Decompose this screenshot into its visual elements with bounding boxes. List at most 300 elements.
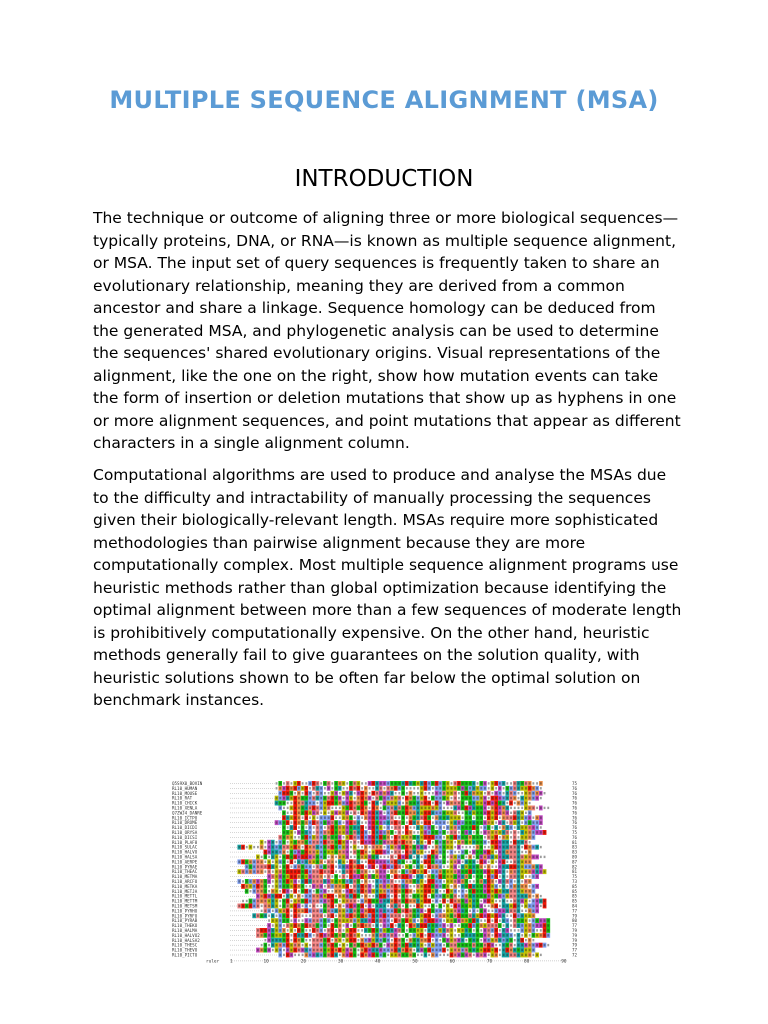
residue-letter: [253, 861, 255, 863]
residue-letter: [413, 875, 415, 877]
residue-letter: [406, 817, 408, 819]
residue-letter: [294, 885, 296, 887]
residue-letter: [331, 812, 333, 814]
residue-letter: [436, 792, 438, 794]
residue-letter: [398, 861, 400, 863]
residue-letter: [287, 895, 289, 897]
residue-letter: [305, 782, 307, 784]
residue-letter: [298, 905, 300, 907]
residue-letter: [365, 870, 367, 872]
residue-letter: [503, 929, 505, 931]
residue-letter: [473, 934, 475, 936]
residue-letter: [387, 812, 389, 814]
residue-letter: [521, 826, 523, 828]
residue-letter: [421, 875, 423, 877]
residue-letter: [317, 797, 319, 799]
residue-letter: [495, 900, 497, 902]
residue-letter: [506, 900, 508, 902]
residue-letter: [387, 817, 389, 819]
residue-letter: [320, 934, 322, 936]
residue-letter: [443, 919, 445, 921]
residue-letter: [402, 866, 404, 868]
residue-letter: [290, 875, 292, 877]
residue-letter: [477, 797, 479, 799]
residue-letter: [462, 812, 464, 814]
residue-letter: [473, 836, 475, 838]
residue-letter: [514, 812, 516, 814]
residue-letter: [451, 915, 453, 917]
sequence-end-position: 77: [572, 908, 578, 914]
alignment-row: [172, 894, 578, 899]
residue-letter: [313, 812, 315, 814]
residue-letter: [503, 802, 505, 804]
residue-letter: [499, 915, 501, 917]
residue-letter: [328, 870, 330, 872]
residue-letter: [514, 807, 516, 809]
residue-letter: [462, 919, 464, 921]
residue-letter: [398, 929, 400, 931]
residue-letter: [462, 797, 464, 799]
residue-letter: [458, 792, 460, 794]
residue-letter: [339, 836, 341, 838]
residue-letter: [518, 851, 520, 853]
residue-letter: [488, 851, 490, 853]
residue-letter: [514, 792, 516, 794]
residue-letter: [331, 924, 333, 926]
residue-letter: [290, 939, 292, 941]
residue-letter: [276, 915, 278, 917]
residue-letter: [432, 846, 434, 848]
residue-letter: [536, 782, 538, 784]
residue-letter: [361, 861, 363, 863]
residue-letter: [283, 924, 285, 926]
residue-letter: [480, 782, 482, 784]
residue-letter: [335, 851, 337, 853]
residue-letter: [454, 915, 456, 917]
residue-letter: [335, 802, 337, 804]
residue-letter: [357, 817, 359, 819]
residue-letter: [287, 792, 289, 794]
residue-letter: [465, 802, 467, 804]
residue-letter: [395, 924, 397, 926]
residue-letter: [357, 826, 359, 828]
residue-letter: [432, 797, 434, 799]
residue-letter: [480, 817, 482, 819]
residue-letter: [335, 836, 337, 838]
residue-letter: [320, 885, 322, 887]
residue-letter: [246, 900, 248, 902]
residue-letter: [380, 910, 382, 912]
residue-letter: [454, 817, 456, 819]
residue-letter: [384, 875, 386, 877]
residue-letter: [462, 821, 464, 823]
residue-letter: [264, 929, 266, 931]
residue-letter: [462, 910, 464, 912]
residue-letter: [313, 782, 315, 784]
residue-letter: [268, 880, 270, 882]
residue-letter: [324, 880, 326, 882]
residue-letter: [454, 792, 456, 794]
residue-letter: [436, 919, 438, 921]
residue-letter: [525, 787, 527, 789]
residue-letter: [436, 782, 438, 784]
residue-letter: [439, 866, 441, 868]
residue-letter: [250, 900, 252, 902]
residue-letter: [477, 924, 479, 926]
residue-letter: [264, 880, 266, 882]
residue-letter: [480, 797, 482, 799]
residue-letter: [313, 841, 315, 843]
residue-letter: [328, 797, 330, 799]
residue-letter: [376, 792, 378, 794]
residue-letter: [518, 802, 520, 804]
residue-letter: [432, 807, 434, 809]
residue-letter: [343, 782, 345, 784]
residue-letter: [518, 924, 520, 926]
residue-letter: [328, 875, 330, 877]
residue-letter: [432, 890, 434, 892]
residue-letter: [317, 939, 319, 941]
residue-letter: [413, 870, 415, 872]
residue-letter: [317, 821, 319, 823]
residue-letter: [290, 856, 292, 858]
residue-letter: [439, 875, 441, 877]
residue-letter: [488, 861, 490, 863]
residue-letter: [443, 812, 445, 814]
residue-letter: [257, 880, 259, 882]
residue-letter: [398, 875, 400, 877]
residue-letter: [324, 915, 326, 917]
residue-letter: [350, 890, 352, 892]
residue-letter: [339, 802, 341, 804]
residue-letter: [372, 915, 374, 917]
residue-letter: [544, 792, 546, 794]
residue-letter: [313, 846, 315, 848]
residue-letter: [421, 880, 423, 882]
residue-letter: [491, 802, 493, 804]
residue-letter: [376, 861, 378, 863]
residue-letter: [369, 782, 371, 784]
residue-letter: [499, 870, 501, 872]
residue-letter: [491, 880, 493, 882]
residue-letter: [410, 875, 412, 877]
residue-letter: [339, 934, 341, 936]
sequence-end-position: 84: [572, 903, 578, 909]
residue-letter: [298, 915, 300, 917]
residue-letter: [428, 807, 430, 809]
residue-letter: [428, 910, 430, 912]
residue-letter: [525, 792, 527, 794]
residue-letter: [331, 782, 333, 784]
residue-letter: [372, 875, 374, 877]
residue-letter: [339, 792, 341, 794]
residue-letter: [443, 895, 445, 897]
residue-letter: [298, 807, 300, 809]
residue-letter: [402, 924, 404, 926]
residue-letter: [365, 885, 367, 887]
residue-letter: [518, 797, 520, 799]
residue-letter: [544, 919, 546, 921]
residue-letter: [465, 846, 467, 848]
residue-letter: [335, 939, 337, 941]
residue-letter: [410, 812, 412, 814]
residue-letter: [313, 861, 315, 863]
residue-letter: [350, 915, 352, 917]
alignment-row: [172, 908, 578, 913]
residue-letter: [361, 934, 363, 936]
residue-letter: [514, 929, 516, 931]
residue-letter: [454, 905, 456, 907]
residue-letter: [313, 856, 315, 858]
residue-letter: [324, 812, 326, 814]
residue-letter: [298, 929, 300, 931]
residue-letter: [432, 831, 434, 833]
residue-letter: [268, 910, 270, 912]
residue-letter: [443, 792, 445, 794]
residue-letter: [357, 895, 359, 897]
residue-letter: [402, 875, 404, 877]
residue-letter: [250, 885, 252, 887]
residue-letter: [506, 895, 508, 897]
residue-letter: [380, 934, 382, 936]
residue-letter: [287, 870, 289, 872]
residue-letter: [339, 875, 341, 877]
residue-letter: [346, 934, 348, 936]
residue-letter: [503, 890, 505, 892]
residue-letter: [298, 826, 300, 828]
residue-letter: [518, 905, 520, 907]
residue-letter: [294, 900, 296, 902]
residue-letter: [384, 836, 386, 838]
residue-letter: [339, 929, 341, 931]
residue-letter: [424, 821, 426, 823]
residue-letter: [276, 856, 278, 858]
residue-letter: [417, 856, 419, 858]
sequence-name: RL10_METJA: [172, 888, 198, 894]
residue-letter: [272, 890, 274, 892]
residue-letter: [540, 797, 542, 799]
residue-letter: [506, 797, 508, 799]
residue-letter: [402, 890, 404, 892]
residue-letter: [491, 905, 493, 907]
residue-letter: [529, 812, 531, 814]
residue-letter: [454, 841, 456, 843]
residue-letter: [339, 870, 341, 872]
residue-letter: [410, 782, 412, 784]
residue-letter: [298, 866, 300, 868]
residue-letter: [384, 821, 386, 823]
residue-letter: [268, 846, 270, 848]
residue-letter: [346, 807, 348, 809]
residue-letter: [343, 792, 345, 794]
residue-letter: [272, 934, 274, 936]
residue-letter: [253, 900, 255, 902]
residue-letter: [532, 885, 534, 887]
residue-letter: [406, 836, 408, 838]
residue-letter: [343, 846, 345, 848]
residue-letter: [499, 831, 501, 833]
residue-letter: [484, 880, 486, 882]
residue-letter: [395, 792, 397, 794]
residue-letter: [276, 880, 278, 882]
residue-letter: [357, 934, 359, 936]
residue-letter: [335, 797, 337, 799]
residue-letter: [424, 890, 426, 892]
residue-letter: [510, 831, 512, 833]
residue-letter: [320, 817, 322, 819]
residue-letter: [503, 915, 505, 917]
residue-letter: [380, 797, 382, 799]
residue-letter: [413, 846, 415, 848]
residue-letter: [536, 919, 538, 921]
residue-letter: [361, 821, 363, 823]
residue-letter: [384, 856, 386, 858]
residue-letter: [324, 821, 326, 823]
residue-letter: [532, 875, 534, 877]
residue-letter: [302, 802, 304, 804]
residue-letter: [518, 807, 520, 809]
residue-letter: [506, 817, 508, 819]
residue-letter: [276, 885, 278, 887]
residue-letter: [421, 812, 423, 814]
residue-letter: [491, 851, 493, 853]
residue-letter: [421, 851, 423, 853]
residue-letter: [424, 875, 426, 877]
residue-letter: [287, 817, 289, 819]
residue-letter: [499, 782, 501, 784]
alignment-row: [172, 923, 578, 928]
residue-letter: [451, 836, 453, 838]
residue-letter: [410, 905, 412, 907]
residue-letter: [309, 910, 311, 912]
residue-letter: [398, 924, 400, 926]
residue-letter: [428, 782, 430, 784]
residue-letter: [447, 836, 449, 838]
residue-letter: [294, 812, 296, 814]
residue-letter: [506, 787, 508, 789]
residue-letter: [283, 861, 285, 863]
residue-letter: [328, 924, 330, 926]
residue-letter: [276, 861, 278, 863]
residue-letter: [302, 905, 304, 907]
residue-letter: [443, 787, 445, 789]
residue-letter: [305, 875, 307, 877]
residue-letter: [287, 905, 289, 907]
residue-letter: [503, 885, 505, 887]
residue-letter: [529, 924, 531, 926]
residue-letter: [335, 841, 337, 843]
residue-letter: [406, 915, 408, 917]
residue-letter: [257, 846, 259, 848]
residue-letter: [436, 934, 438, 936]
residue-letter: [465, 812, 467, 814]
residue-letter: [406, 875, 408, 877]
residue-letter: [540, 905, 542, 907]
residue-letter: [406, 846, 408, 848]
residue-letter: [246, 846, 248, 848]
residue-letter: [432, 812, 434, 814]
residue-letter: [384, 900, 386, 902]
residue-letter: [279, 861, 281, 863]
residue-letter: [317, 782, 319, 784]
residue-letter: [454, 875, 456, 877]
residue-letter: [428, 817, 430, 819]
sequence-name: RL10_AERPE: [172, 859, 198, 865]
residue-letter: [350, 880, 352, 882]
residue-letter: [320, 792, 322, 794]
residue-letter: [398, 817, 400, 819]
residue-letter: [361, 905, 363, 907]
residue-letter: [387, 836, 389, 838]
sequence-end-position: 85: [572, 883, 578, 889]
alignment-row: [172, 864, 578, 869]
residue-letter: [305, 836, 307, 838]
residue-letter: [469, 841, 471, 843]
residue-letter: [488, 915, 490, 917]
residue-letter: [447, 821, 449, 823]
residue-letter: [279, 890, 281, 892]
residue-letter: [491, 885, 493, 887]
residue-letter: [309, 915, 311, 917]
residue-letter: [387, 900, 389, 902]
residue-letter: [454, 856, 456, 858]
sequence-end-position: 80: [572, 918, 578, 924]
residue-letter: [305, 841, 307, 843]
residue-letter: [451, 924, 453, 926]
residue-letter: [384, 870, 386, 872]
residue-letter: [518, 792, 520, 794]
residue-letter: [302, 900, 304, 902]
residue-letter: [309, 919, 311, 921]
residue-letter: [365, 797, 367, 799]
residue-letter: [339, 797, 341, 799]
residue-letter: [398, 866, 400, 868]
residue-letter: [469, 802, 471, 804]
residue-letter: [335, 817, 337, 819]
residue-letter: [395, 905, 397, 907]
residue-letter: [305, 934, 307, 936]
residue-letter: [536, 924, 538, 926]
residue-letter: [376, 807, 378, 809]
sequence-name: RL10_THEKO: [172, 923, 198, 929]
residue-letter: [305, 910, 307, 912]
residue-letter: [529, 807, 531, 809]
residue-letter: [484, 846, 486, 848]
section-heading: INTRODUCTION: [294, 166, 474, 192]
residue-letter: [346, 866, 348, 868]
residue-letter: [354, 856, 356, 858]
residue-letter: [451, 861, 453, 863]
residue-letter: [387, 919, 389, 921]
residue-letter: [343, 880, 345, 882]
residue-letter: [521, 866, 523, 868]
residue-letter: [510, 787, 512, 789]
residue-letter: [514, 851, 516, 853]
residue-letter: [361, 807, 363, 809]
residue-letter: [428, 885, 430, 887]
residue-letter: [320, 807, 322, 809]
residue-letter: [525, 831, 527, 833]
residue-letter: [499, 807, 501, 809]
residue-letter: [469, 851, 471, 853]
residue-letter: [384, 841, 386, 843]
residue-letter: [369, 807, 371, 809]
residue-letter: [339, 861, 341, 863]
residue-letter: [473, 929, 475, 931]
residue-letter: [298, 875, 300, 877]
residue-letter: [328, 817, 330, 819]
residue-letter: [406, 890, 408, 892]
